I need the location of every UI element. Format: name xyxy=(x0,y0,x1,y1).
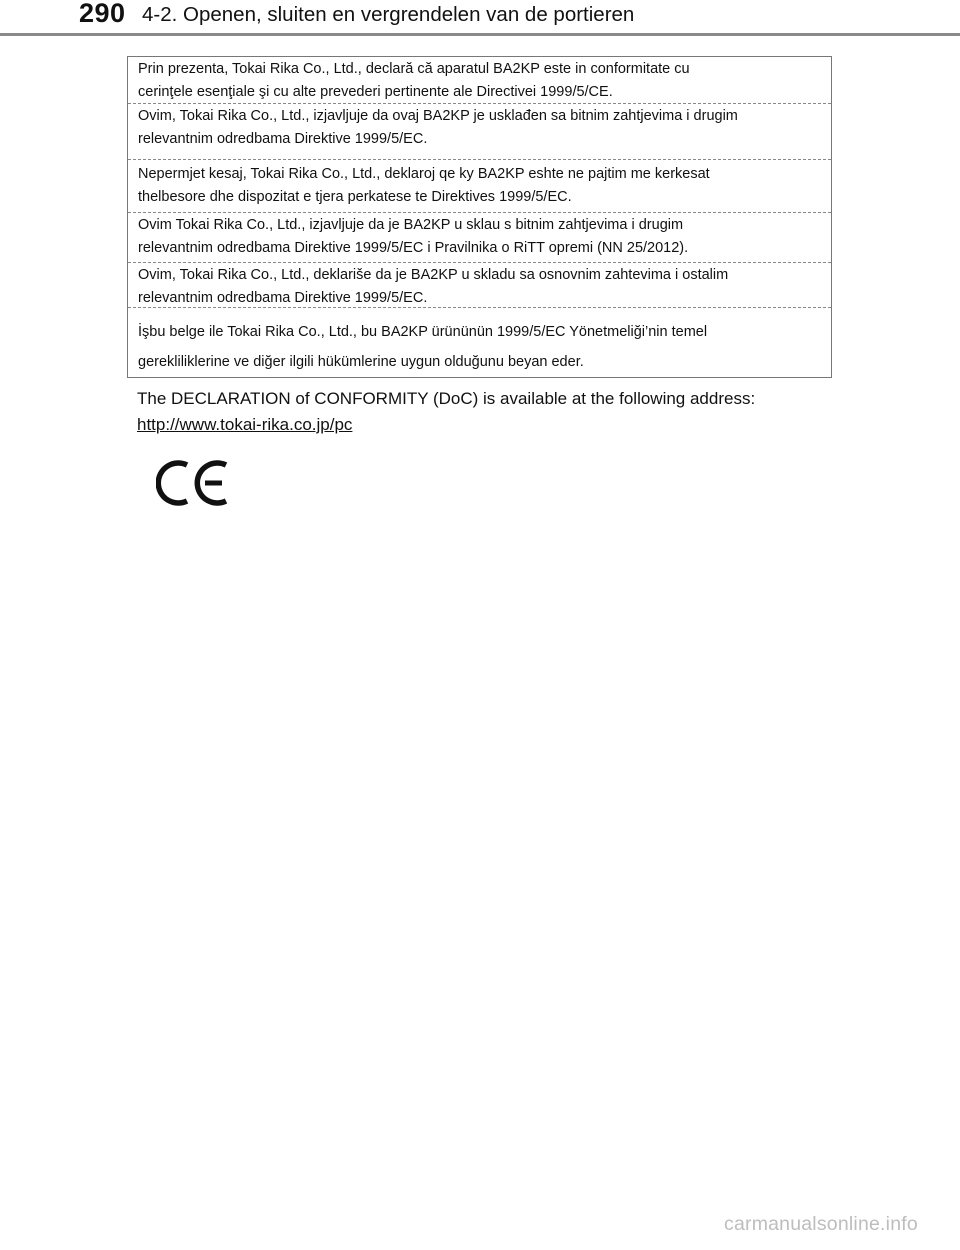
header-divider xyxy=(0,33,960,36)
declaration-croatian xyxy=(128,213,831,263)
declaration-bosnian xyxy=(128,104,831,160)
ce-mark-icon xyxy=(156,456,230,510)
declaration-line: cerinţele esenţiale şi cu alte prevederi pertinente ale Directivei 1999/5/CE. xyxy=(138,84,613,100)
watermark: carmanualsonline.info xyxy=(724,1213,918,1235)
declaration-line: Ovim Tokai Rika Co., Ltd., izjavljuje da je BA2KP u sklau s bitnim zahtjevima i drugim xyxy=(138,217,684,233)
declaration-line: Prin prezenta, Tokai Rika Co., Ltd., declară că aparatul BA2KP este in conformitate cu xyxy=(138,61,690,77)
declaration-serbian xyxy=(128,263,831,308)
declaration-line: thelbesore dhe dispozitat e tjera perkatese te Direktives 1999/5/EC. xyxy=(138,189,572,205)
doc-url-link[interactable]: http://www.tokai-rika.co.jp/pc xyxy=(137,415,353,434)
declaration-line: Ovim, Tokai Rika Co., Ltd., izjavljuje da ovaj BA2KP je usklađen sa bitnim zahtjevima i drugim xyxy=(138,108,738,124)
declaration-line: İşbu belge ile Tokai Rika Co., Ltd., bu BA2KP ürününün 1999/5/EC Yönetmeliği’nin temel xyxy=(138,324,708,340)
doc-availability-text: The DECLARATION of CONFORMITY (DoC) is available at the following address: xyxy=(137,389,756,408)
declaration-albanian xyxy=(128,160,831,213)
ce-c-glyph xyxy=(158,463,187,503)
declaration-line: Ovim, Tokai Rika Co., Ltd., deklariše da je BA2KP u skladu sa osnovnim zahtevima i ostalim xyxy=(138,267,729,283)
declaration-line: Nepermjet kesaj, Tokai Rika Co., Ltd., deklaroj qe ky BA2KP eshte ne pajtim me kerkesat xyxy=(138,166,710,182)
declaration-romanian xyxy=(128,57,831,104)
page-number: 290 xyxy=(79,0,126,28)
declaration-line: relevantnim odredbama Direktive 1999/5/EC. xyxy=(138,290,428,306)
declaration-line: gerekliliklerine ve diğer ilgili hükümlerine uygun olduğunu beyan eder. xyxy=(138,354,584,370)
declaration-turkish xyxy=(128,308,831,377)
declaration-line: relevantnim odredbama Direktive 1999/5/EC i Pravilnika o RiTT opremi (NN 25/2012). xyxy=(138,240,689,256)
section-title: 4-2. Openen, sluiten en vergrendelen van de portieren xyxy=(142,3,635,26)
declaration-table xyxy=(127,56,832,378)
declaration-line: relevantnim odredbama Direktive 1999/5/EC. xyxy=(138,131,428,147)
page-header xyxy=(0,0,960,38)
